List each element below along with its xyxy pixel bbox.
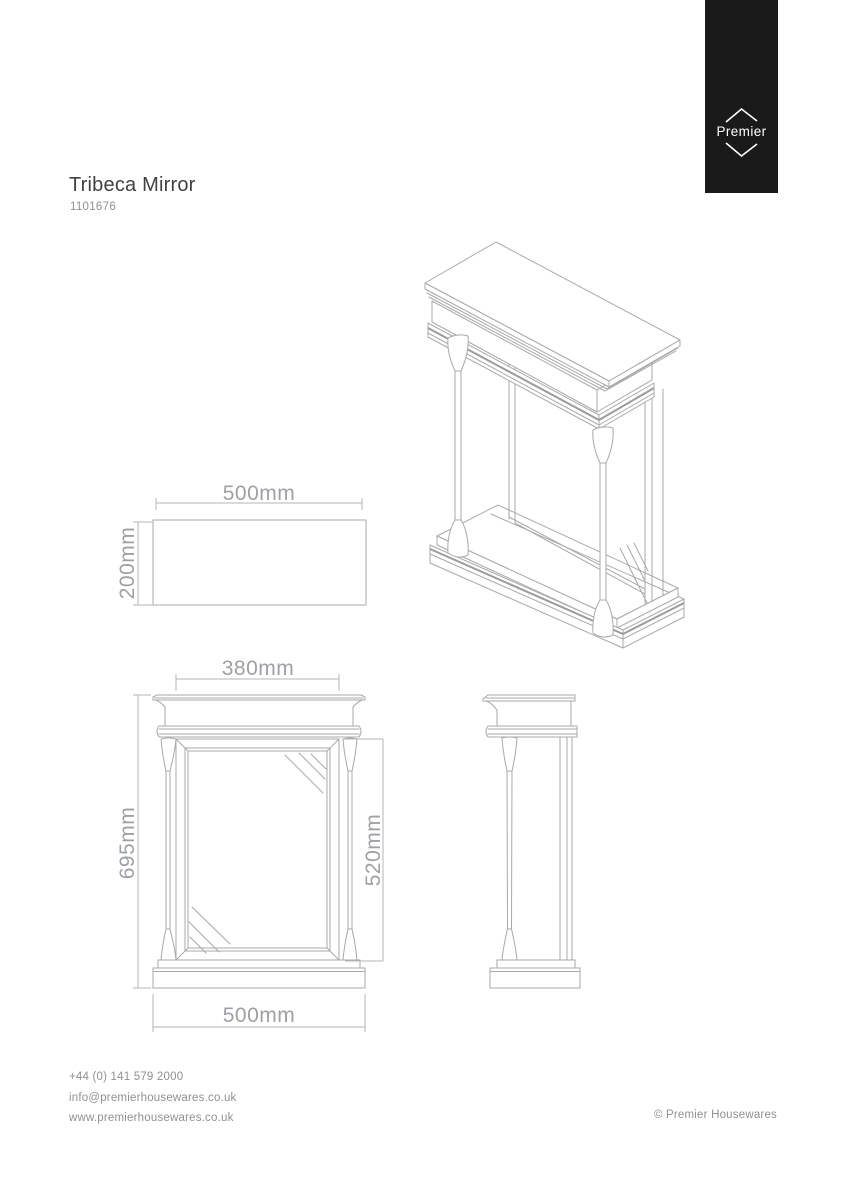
dimension-top-depth: 200mm: [116, 526, 139, 600]
side-view-drawing: [483, 695, 580, 988]
dimension-mirror-height: 520mm: [362, 813, 385, 887]
product-code: 1101676: [70, 201, 117, 213]
contact-email: info@premierhousewares.co.uk: [69, 1091, 237, 1104]
contact-website: www.premierhousewares.co.uk: [69, 1112, 234, 1124]
top-view-drawing: [116, 482, 366, 605]
isometric-view-drawing: [425, 242, 684, 648]
dimension-overall-height: 695mm: [116, 806, 139, 880]
contact-phone: +44 (0) 141 579 2000: [69, 1071, 184, 1083]
top-view-outline: [153, 520, 366, 605]
dimension-top-width: 500mm: [222, 482, 296, 505]
front-view-drawing: [116, 657, 385, 1032]
contact-block: [69, 1071, 237, 1133]
dimension-base-width: 500mm: [222, 1004, 296, 1027]
page-title: Tribeca Mirror: [69, 174, 196, 196]
premier-logo-text: Premier: [716, 124, 767, 139]
dimension-front-top-width: 380mm: [221, 657, 295, 680]
copyright-notice: © Premier Housewares: [653, 1109, 777, 1121]
